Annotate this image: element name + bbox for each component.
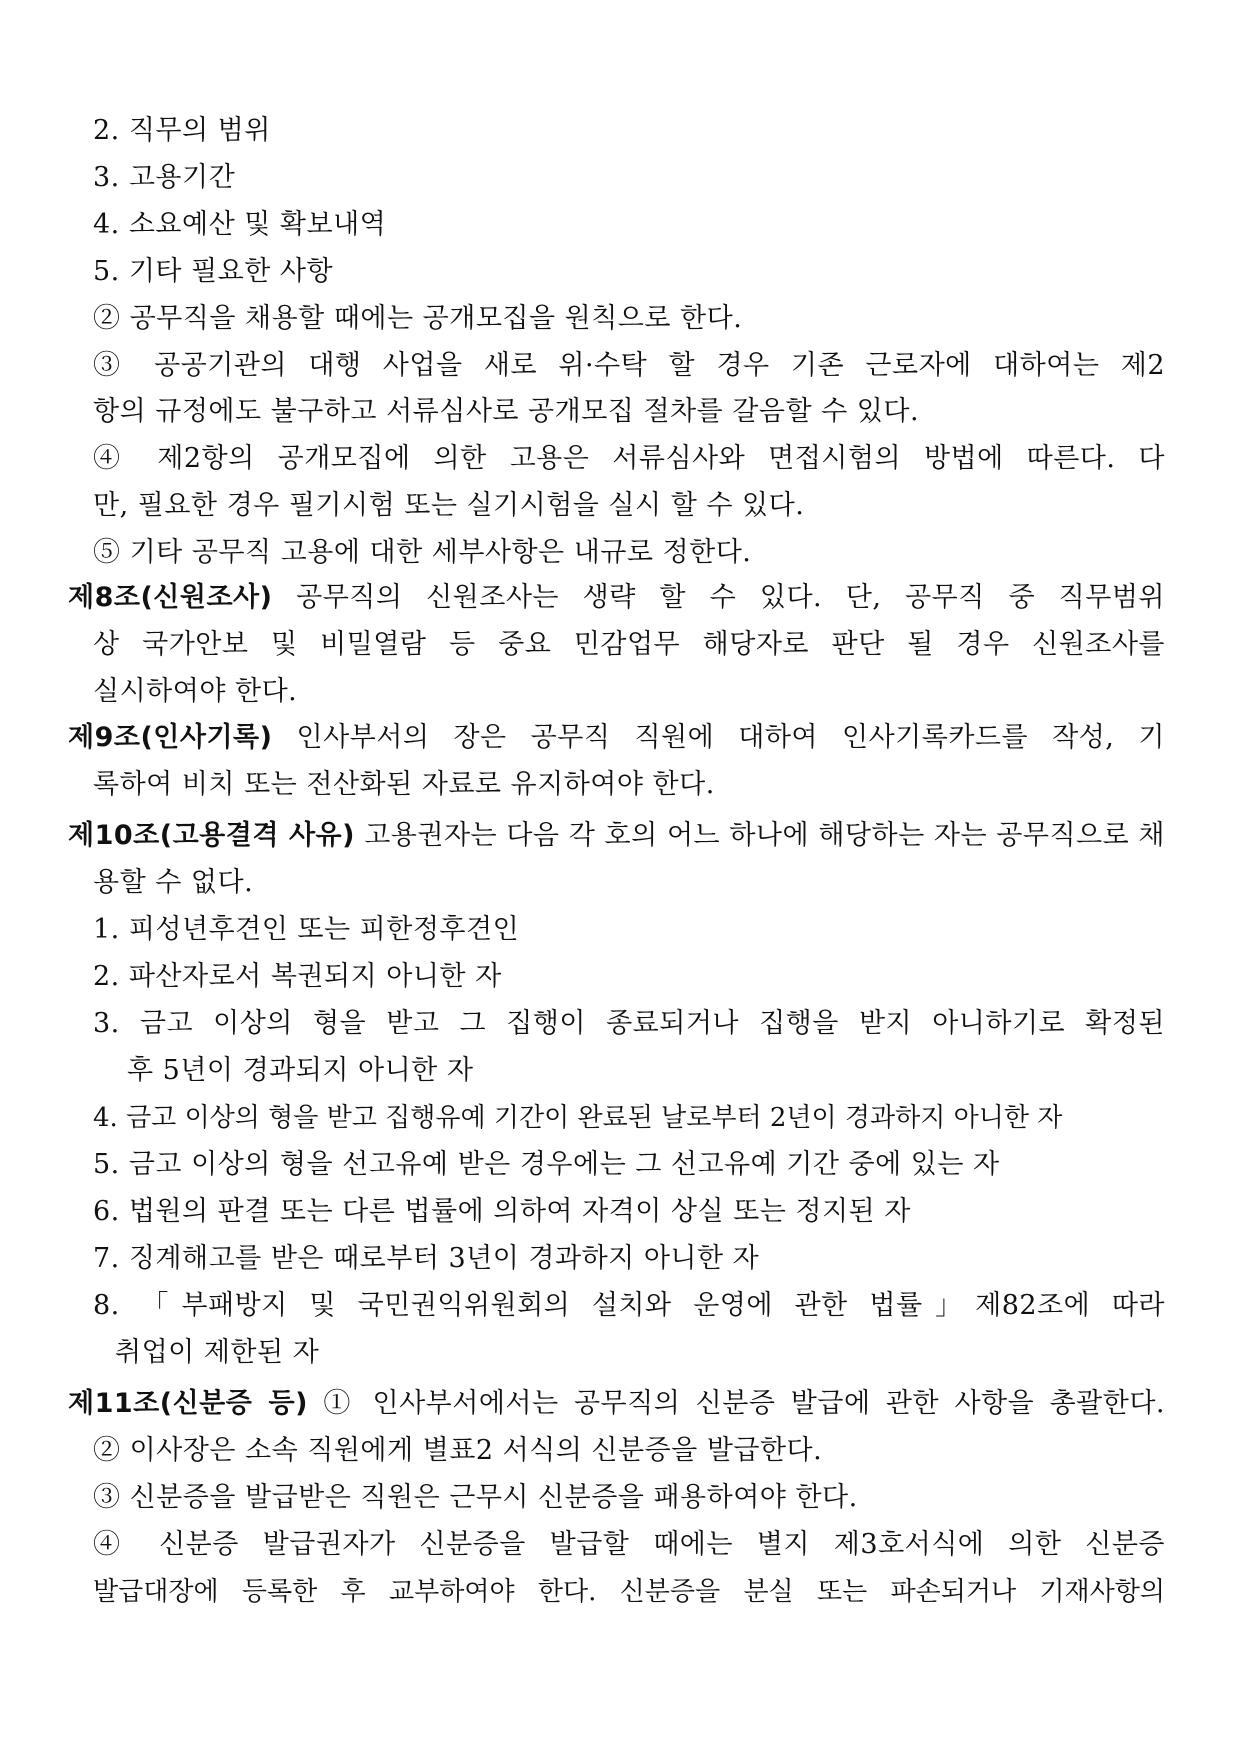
text-line: ③ 신분증을 발급받은 직원은 근무시 신분증을 패용하여야 한다. xyxy=(93,1482,858,1513)
article-9-line xyxy=(68,720,1165,756)
text-line: 상 국가안보 및 비밀열람 등 중요 민감업무 해당자로 판단 될 경우 신원조사를 xyxy=(93,629,1165,660)
text-line: 실시하여야 한다. xyxy=(93,676,298,707)
text-line: 항의 규정에도 불구하고 서류심사로 공개모집 절차를 갈음할 수 있다. xyxy=(93,396,920,427)
text-line: 4. 소요예산 및 확보내역 xyxy=(93,209,387,240)
list-item: 1. 피성년후견인 또는 피한정후견인 xyxy=(93,914,520,945)
text-line: 2. 직무의 범위 xyxy=(93,115,271,146)
list-item: 2. 파산자로서 복권되지 아니한 자 xyxy=(93,961,502,992)
article-title: 제10조(고용결격 사유) xyxy=(68,820,355,851)
list-item: 3. 금고 이상의 형을 받고 그 집행이 종료되거나 집행을 받지 아니하기로 확정된 xyxy=(93,1008,1165,1039)
article-text: 고용권자는 다음 각 호의 어느 하나에 해당하는 자는 공무직으로 채 xyxy=(354,820,1165,851)
text-line: ④ 제2항의 공개모집에 의한 고용은 서류심사와 면접시험의 방법에 따른다. 다 xyxy=(93,443,1165,474)
text-line: ③ 공공기관의 대행 사업을 새로 위·수탁 할 경우 기존 근로자에 대하여는 제2 xyxy=(93,350,1165,381)
text-line: ② 이사장은 소속 직원에게 별표2 서식의 신분증을 발급한다. xyxy=(93,1435,823,1466)
text-line: 5. 기타 필요한 사항 xyxy=(93,256,334,287)
article-title: 제9조(인사기록) xyxy=(68,722,273,753)
list-item: 5. 금고 이상의 형을 선고유예 받은 경우에는 그 선고유예 기간 중에 있는 자 xyxy=(93,1149,1000,1180)
text-line: ④ 신분증 발급권자가 신분증을 발급할 때에는 별지 제3호서식에 의한 신분증 xyxy=(93,1529,1165,1560)
article-11-line xyxy=(68,1386,1165,1422)
article-text: ① 인사부서에서는 공무직의 신분증 발급에 관한 사항을 총괄한다. xyxy=(307,1388,1165,1419)
text-line: 용할 수 없다. xyxy=(93,867,254,898)
text-line: ⑤ 기타 공무직 고용에 대한 세부사항은 내규로 정한다. xyxy=(93,537,752,568)
text-line: 취업이 제한된 자 xyxy=(115,1337,320,1368)
article-8-line xyxy=(68,580,1165,616)
article-title: 제11조(신분증 등) xyxy=(68,1388,308,1419)
text-line: 후 5년이 경과되지 아니한 자 xyxy=(127,1055,474,1086)
text-line: 만, 필요한 경우 필기시험 또는 실기시험을 실시 할 수 있다. xyxy=(93,490,805,521)
list-item: 4. 금고 이상의 형을 받고 집행유예 기간이 완료된 날로부터 2년이 경과하지 아니한 자 xyxy=(93,1103,1063,1133)
article-title: 제8조(신원조사) xyxy=(68,582,273,613)
text-line: 록하여 비치 또는 전산화된 자료로 유지하여야 한다. xyxy=(93,769,715,800)
text-line: 3. 고용기간 xyxy=(93,162,236,193)
text-line: 발급대장에 등록한 후 교부하여야 한다. 신분증을 분실 또는 파손되거나 기재사항의 xyxy=(93,1577,1165,1607)
list-item: 6. 법원의 판결 또는 다른 법률에 의하여 자격이 상실 또는 정지된 자 xyxy=(93,1196,911,1227)
text-line: ② 공무직을 채용할 때에는 공개모집을 원칙으로 한다. xyxy=(93,303,743,334)
article-10-line xyxy=(68,818,1165,854)
article-text: 인사부서의 장은 공무직 직원에 대하여 인사기록카드를 작성, 기 xyxy=(272,722,1165,753)
article-text: 공무직의 신원조사는 생략 할 수 있다. 단, 공무직 중 직무범위 xyxy=(272,582,1165,613)
list-item: 7. 징계해고를 받은 때로부터 3년이 경과하지 아니한 자 xyxy=(93,1243,760,1274)
list-item: 8. 「부패방지 및 국민권익위원회의 설치와 운영에 관한 법률」제82조에 따라 xyxy=(93,1290,1165,1321)
